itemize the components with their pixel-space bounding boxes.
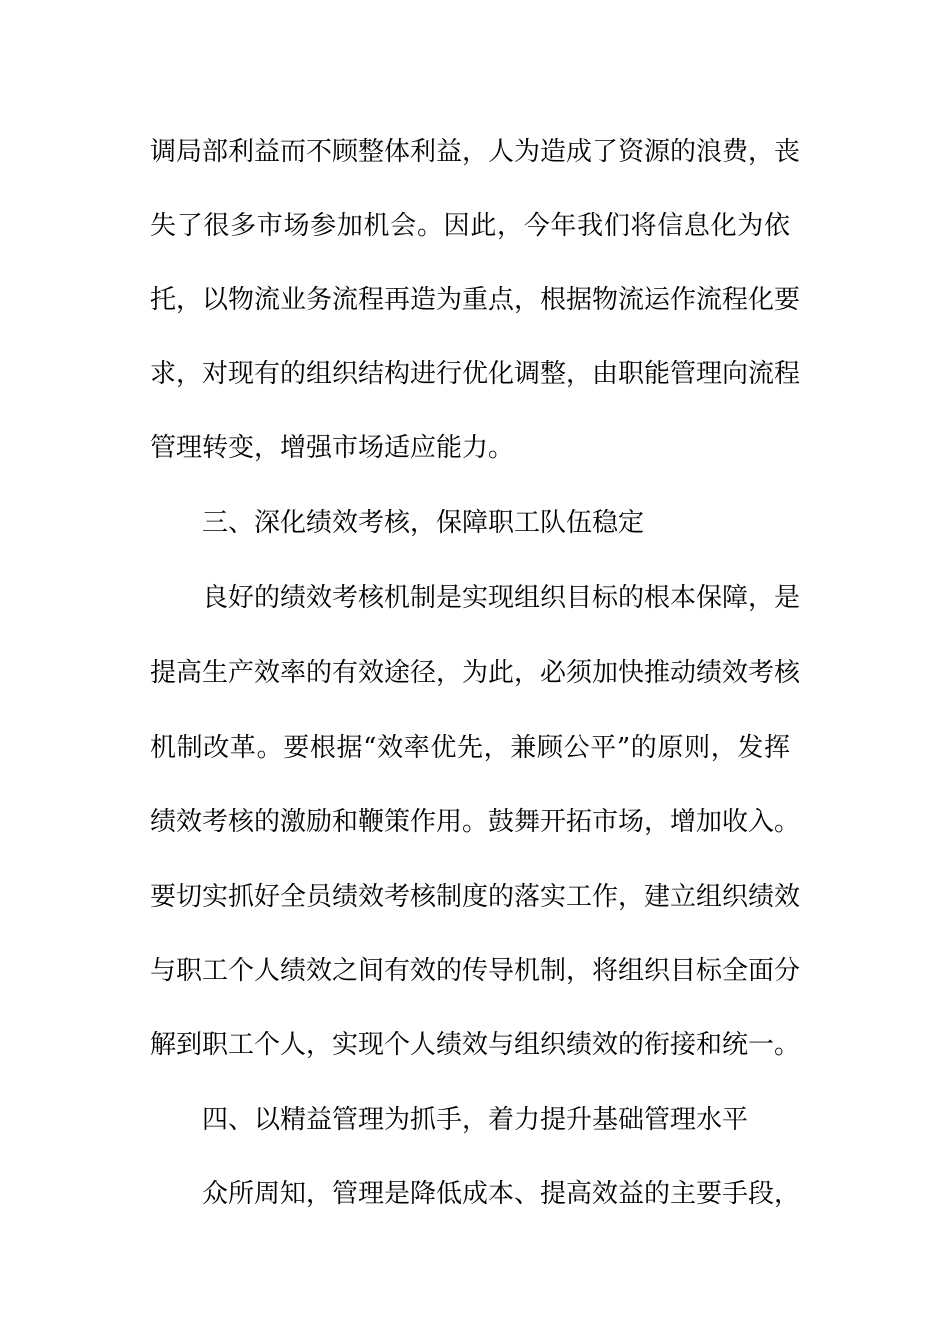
paragraph-line: 管理转变，增强市场适应能力。 bbox=[150, 433, 515, 463]
paragraph-line: 良好的绩效考核机制是实现组织目标的根本保障，是 bbox=[202, 583, 801, 613]
paragraph-line: 失了很多市场参加机会。因此，今年我们将信息化为依 bbox=[150, 211, 790, 241]
paragraph-line: 解到职工个人，实现个人绩效与组织绩效的衔接和统一。 bbox=[150, 1030, 801, 1060]
paragraph-line: 机制改革。要根据“效率优先，兼顾公平”的原则，发挥 bbox=[150, 733, 790, 763]
paragraph-line: 托，以物流业务流程再造为重点，根据物流运作流程化要 bbox=[150, 285, 801, 315]
paragraph-line: 众所周知，管理是降低成本、提高效益的主要手段， bbox=[202, 1179, 801, 1209]
paragraph-line: 提高生产效率的有效途径，为此，必须加快推动绩效考核 bbox=[150, 658, 801, 688]
paragraph-line: 与职工个人绩效之间有效的传导机制，将组织目标全面分 bbox=[150, 956, 801, 986]
paragraph-line: 绩效考核的激励和鞭策作用。鼓舞开拓市场，增加收入。 bbox=[150, 807, 801, 837]
paragraph-line: 求，对现有的组织结构进行优化调整，由职能管理向流程 bbox=[150, 359, 801, 389]
section-heading: 三、深化绩效考核，保障职工队伍稳定 bbox=[202, 508, 645, 538]
section-heading: 四、以精益管理为抓手，着力提升基础管理水平 bbox=[202, 1105, 749, 1135]
paragraph-line: 调局部利益而不顾整体利益，人为造成了资源的浪费，丧 bbox=[150, 137, 801, 167]
paragraph-line: 要切实抓好全员绩效考核制度的落实工作，建立组织绩效 bbox=[150, 882, 801, 912]
